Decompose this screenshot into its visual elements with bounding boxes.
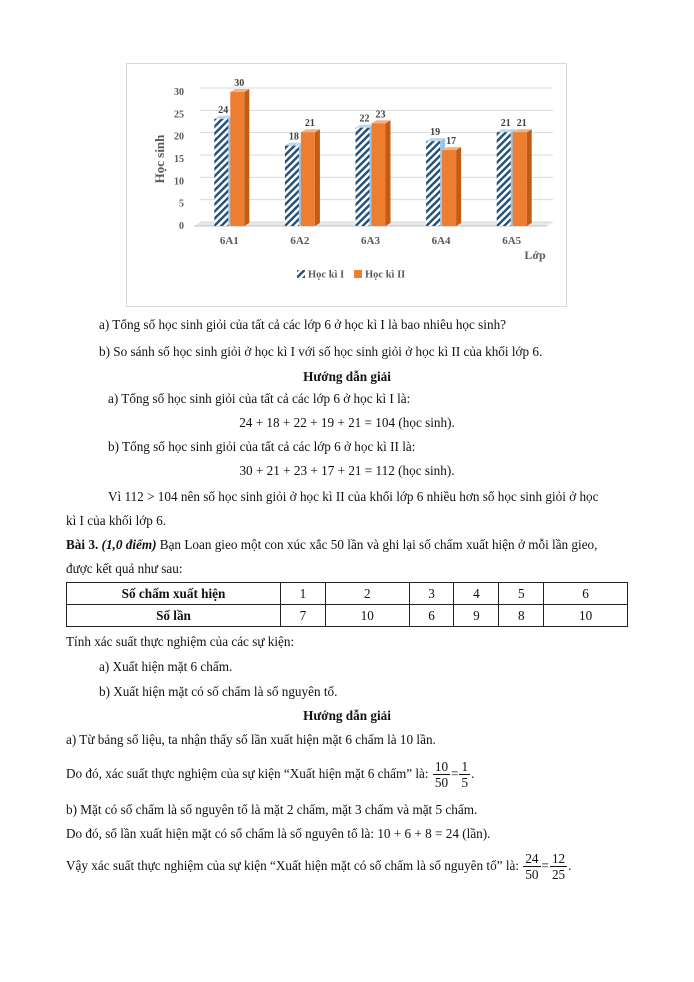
data-label: 23: [375, 109, 386, 121]
solution-3b-unit: (lần).: [462, 826, 491, 841]
bar-chart-frame: [126, 63, 567, 307]
bai3-statement-2: được kết quả như sau:: [66, 561, 183, 576]
bar: [426, 141, 440, 226]
bar: [301, 132, 315, 226]
table-cell: 7: [281, 605, 326, 627]
bai3-question-b: b) Xuất hiện mặt có số chấm là số nguyên tố.: [99, 684, 338, 699]
table-cell: 6: [409, 605, 454, 627]
legend-swatch-hk2: [354, 270, 362, 278]
fraction-1-5: $\frac{1}{5}$: [461, 759, 469, 791]
bar: [285, 146, 299, 226]
bai3-question-a: a) Xuất hiện mặt 6 chấm.: [99, 659, 233, 674]
data-label: 30: [234, 78, 245, 89]
table-cell: 3: [409, 583, 454, 605]
question-2b: b) So sánh số học sinh giỏi ở học kì I với số học sinh giỏi ở học kì II của khối lớp 6.: [99, 344, 543, 359]
bar: [230, 92, 244, 226]
y-tick-label: 30: [174, 87, 184, 98]
solution-3a-line-2: Do đó, xác suất thực nghiệm của sự kiện “Xuất hiện mặt 6 chấm” là: $\frac{10}{50}$ = $\frac{1}{5}$ .: [66, 759, 475, 791]
solution-3b-line-2: [66, 825, 490, 843]
solution-2b-expr: 30 + 21 + 23 + 17 + 21 = 112: [239, 463, 395, 478]
data-label: 19: [430, 127, 441, 139]
table-cell: 1: [281, 583, 326, 605]
bar: [442, 150, 456, 226]
table-cell: 5: [499, 583, 544, 605]
x-tick-label: 6A4: [431, 235, 451, 247]
conclusion-text: nên số học sinh giỏi ở học kì II của khối lớp 6 nhiều hơn số học sinh giỏi ở học: [180, 489, 599, 504]
solution-3b-line-1: b) Mặt có số chấm là số nguyên tố là mặt 2 chấm, mặt 3 chấm và mặt 5 chấm.: [66, 802, 478, 817]
table-cell: 8: [499, 605, 544, 627]
x-axis-label: Lớp: [524, 248, 546, 262]
table-cell: 10: [325, 605, 409, 627]
bai3-statement-1: [66, 536, 597, 554]
y-tick-label: 0: [179, 221, 184, 232]
bar: [214, 119, 228, 226]
solution-3a-line-1: a) Từ bảng số liệu, ta nhận thấy số lần xuất hiện mặt 6 chấm là 10 lần.: [66, 732, 436, 747]
conclusion-line-1: [108, 488, 599, 506]
fraction-12-25: $\frac{12}{25}$: [551, 851, 566, 883]
bar-side: [315, 129, 320, 226]
data-label: 18: [288, 131, 299, 143]
bai3-text-1: Bạn Loan gieo một con xúc xắc 50 lần và ghi lại số chấm xuất hiện ở mỗi lần gieo,: [159, 537, 598, 552]
legend-swatch-hk1: [297, 270, 305, 278]
solution-2a-text: a) Tổng số học sinh giỏi của tất cả các lớp 6 ở học kì I là:: [108, 391, 411, 406]
bar-side: [456, 147, 461, 226]
table-cell: 6: [544, 583, 628, 605]
solution-2a-expr: 24 + 18 + 22 + 19 + 21 = 104: [239, 415, 396, 430]
y-tick-label: 5: [179, 198, 184, 210]
bar-side: [386, 120, 391, 226]
conclusion-expr: 112 > 104: [124, 489, 178, 504]
x-tick-label: 6A1: [219, 235, 239, 247]
data-label: 24: [218, 104, 229, 116]
bar-side: [244, 89, 249, 226]
legend-label-hk1: Học kì I: [308, 269, 345, 281]
bar: [356, 128, 370, 226]
table-row: [67, 583, 628, 605]
question-2a: a) Tổng số học sinh giỏi của tất cả các lớp 6 ở học kì I là bao nhiêu học sinh?: [99, 317, 507, 332]
bai3-prompt: Tính xác suất thực nghiệm của các sự kiện:: [66, 634, 295, 649]
conclusion-start: Vì: [108, 489, 122, 504]
x-tick-label: 6A2: [290, 235, 310, 247]
bai3-points: (1,0 điểm): [101, 537, 157, 552]
solution-2b-text: b) Tổng số học sinh giỏi của tất cả các lớp 6 ở học kì II là:: [108, 439, 416, 454]
table-cell: 2: [325, 583, 409, 605]
solution-2b-calc: [0, 462, 694, 480]
data-label: 17: [446, 136, 457, 148]
guide-heading-1: Hướng dẫn giải: [303, 369, 391, 384]
legend-label-hk2: Học kì II: [365, 269, 406, 281]
conclusion-line-2: kì I của khối lớp 6.: [66, 513, 167, 528]
fraction-24-50: $\frac{24}{50}$: [525, 851, 539, 883]
y-tick-label: 25: [174, 109, 184, 121]
solution-3a-text: Do đó, xác suất thực nghiệm của sự kiện “Xuất hiện mặt 6 chấm” là:: [66, 766, 429, 781]
solution-2a-calc: [0, 414, 694, 432]
data-label: 22: [359, 113, 370, 125]
bar: [372, 123, 386, 226]
y-tick-label: 15: [174, 154, 184, 165]
bar-side: [527, 129, 532, 226]
data-label: 21: [516, 118, 527, 130]
bar: [513, 132, 527, 226]
chart-legend: [297, 270, 405, 281]
x-tick-label: 6A5: [502, 235, 522, 247]
solution-3b-text: Do đó, số lần xuất hiện mặt có số chấm là số nguyên tố là:: [66, 826, 375, 841]
solution-3b-line-3: Vậy xác suất thực nghiệm của sự kiện “Xuất hiện mặt có số chấm là số nguyên tố” là: $\frac{24}{50}$ = $\frac{12}{25}$ .: [66, 851, 572, 883]
solution-3b-conclusion: Vậy xác suất thực nghiệm của sự kiện “Xuất hiện mặt có số chấm là số nguyên tố” là:: [66, 858, 520, 873]
bar: [497, 132, 511, 226]
solution-2b-unit: (học sinh).: [398, 463, 455, 478]
y-axis-label: Học sinh: [152, 134, 167, 184]
fraction-10-50: $\frac{10}{50}$: [434, 759, 449, 791]
table-header-faces: Số chấm xuất hiện: [67, 583, 281, 605]
table-cell: 4: [454, 583, 499, 605]
bai3-label: Bài 3.: [66, 537, 99, 552]
table-cell: 9: [454, 605, 499, 627]
table-row: [67, 605, 628, 627]
y-tick-label: 20: [174, 131, 184, 143]
table-cell: 10: [544, 605, 628, 627]
guide-heading-2: Hướng dẫn giải: [303, 708, 391, 723]
solution-2a-unit: (học sinh).: [398, 415, 455, 430]
data-label: 21: [500, 118, 511, 130]
bar-chart: [127, 64, 566, 306]
solution-3b-expr: 10 + 6 + 8 = 24: [377, 826, 459, 841]
table-header-count: Số lần: [67, 605, 281, 627]
dice-table: [66, 582, 628, 627]
y-tick-label: 10: [174, 176, 184, 188]
x-tick-label: 6A3: [361, 235, 380, 247]
data-label: 21: [304, 118, 315, 130]
